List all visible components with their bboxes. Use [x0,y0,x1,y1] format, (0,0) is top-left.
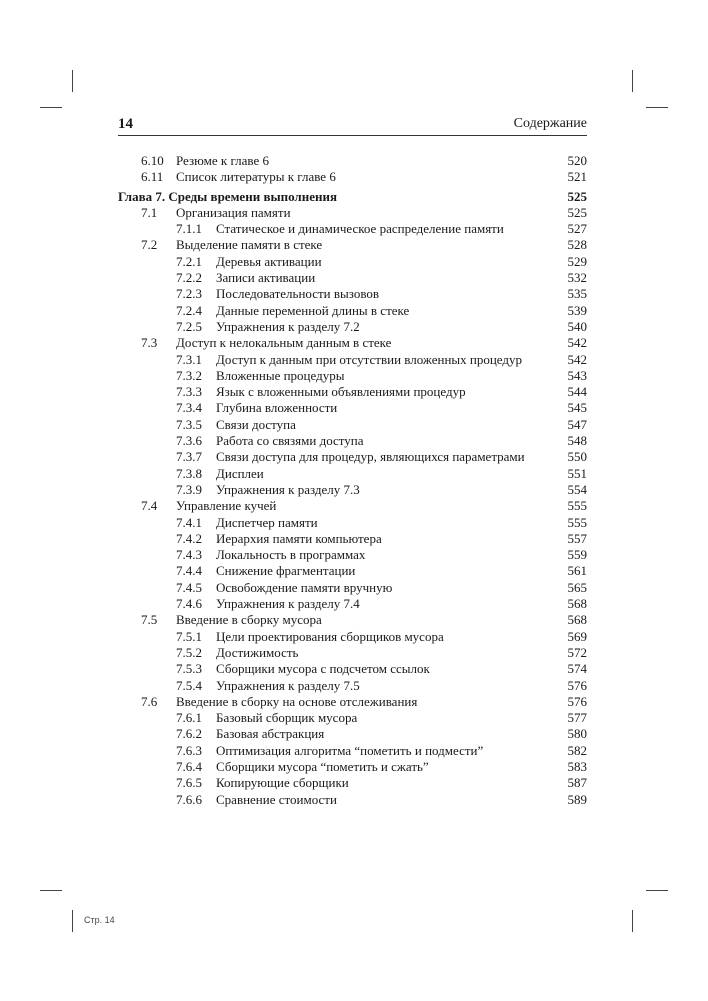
toc-section-number: 7.3.8 [176,465,202,481]
table-of-contents [118,153,587,808]
toc-page-number: 568 [567,596,587,612]
toc-page-number: 527 [567,221,587,237]
toc-section-number: 7.2.2 [176,270,202,286]
toc-section-title: Базовый сборщик мусора [216,710,358,726]
toc-row [118,237,587,253]
toc-section-title: Выделение памяти в стеке [176,237,323,253]
toc-page-number: 532 [567,270,587,286]
crop-mark [72,910,73,932]
toc-row [118,466,587,482]
toc-page-number: 582 [567,742,587,758]
toc-section-title: Язык с вложенными объявлениями процедур [216,384,466,400]
toc-section-number: 7.1.1 [176,221,202,237]
toc-section-title: Снижение фрагментации [216,563,356,579]
footer-page-label: Стр. 14 [84,915,115,925]
toc-chapter-title: Глава 7. Среды времени выполнения [118,188,337,204]
toc-section-number: 7.4.2 [176,530,202,546]
toc-page-number: 548 [567,433,587,449]
toc-section-number: 7.3.3 [176,384,202,400]
header-rule [118,135,587,136]
toc-section-number: 6.10 [141,153,164,168]
toc-section-title: Организация памяти [176,204,291,220]
toc-page-number: 520 [567,153,587,168]
toc-row [118,580,587,596]
toc-row [118,498,587,514]
toc-section-number: 7.3.6 [176,433,202,449]
toc-section-number: 7.6.6 [176,791,202,807]
toc-section-number: 7.6.1 [176,710,202,726]
toc-section-number: 7.5.1 [176,628,202,644]
toc-page-number: 589 [567,791,587,807]
toc-page-number: 542 [567,351,587,367]
toc-page-number: 543 [567,367,587,383]
toc-section-title: Базовая абстракция [216,726,325,742]
toc-page-number: 540 [567,318,587,334]
toc-row [118,153,587,169]
toc-row [118,286,587,302]
toc-section-title: Упражнения к разделу 7.2 [216,318,360,334]
toc-row [118,563,587,579]
toc-row [118,678,587,694]
toc-row [118,384,587,400]
toc-row [118,205,587,221]
toc-row [118,515,587,531]
toc-row [118,400,587,416]
toc-row [118,596,587,612]
toc-row [118,335,587,351]
toc-section-title: Цели проектирования сборщиков мусора [216,628,444,644]
toc-row [118,417,587,433]
running-title: Содержание [513,116,587,131]
toc-section-title: Введение в сборку на основе отслеживания [176,693,418,709]
toc-row [118,319,587,335]
toc-section-number: 7.3.9 [176,481,202,497]
toc-section-title: Сборщики мусора “пометить и сжать” [216,758,429,774]
toc-page-number: 525 [567,204,587,220]
toc-row [118,531,587,547]
toc-section-number: 7.2.5 [176,318,202,334]
toc-section-title: Связи доступа для процедур, являющихся параметрами [216,449,525,465]
crop-mark [40,890,62,891]
toc-page-number: 568 [567,612,587,628]
toc-row [118,694,587,710]
crop-mark [646,890,668,891]
toc-row [118,710,587,726]
toc-section-number: 7.5 [141,612,158,628]
toc-section-title: Вложенные процедуры [216,367,345,383]
toc-row [118,169,587,185]
toc-section-title: Сравнение стоимости [216,791,337,807]
toc-section-title: Управление кучей [176,498,277,514]
toc-section-title: Данные переменной длины в стеке [216,302,410,318]
toc-section-title: Работа со связями доступа [216,433,364,449]
toc-page-number: 550 [567,449,587,465]
crop-mark [40,107,62,108]
toc-row [118,792,587,808]
toc-section-number: 7.6.3 [176,742,202,758]
toc-section-number: 7.4.4 [176,563,202,579]
toc-section-title: Упражнения к разделу 7.5 [216,677,360,693]
toc-page-number: 561 [567,563,587,579]
toc-section-title: Сборщики мусора с подсчетом ссылок [216,661,430,677]
toc-section-number: 7.4.3 [176,547,202,563]
toc-section-number: 7.3.2 [176,367,202,383]
toc-row [118,726,587,742]
crop-mark [646,107,668,108]
toc-row [118,629,587,645]
toc-section-number: 7.3.5 [176,416,202,432]
toc-row [118,352,587,368]
toc-section-title: Достижимость [216,644,299,660]
toc-section-number: 7.5.4 [176,677,202,693]
toc-page-number: 557 [567,530,587,546]
toc-page-number: 525 [567,188,587,204]
crop-mark [632,910,633,932]
toc-section-title: Связи доступа [216,416,296,432]
toc-page-number: 576 [567,677,587,693]
toc-row [118,270,587,286]
toc-page-number: 555 [567,498,587,514]
toc-section-number: 7.2.4 [176,302,202,318]
toc-page-number: 576 [567,693,587,709]
toc-section-number: 7.4 [141,498,158,514]
toc-row [118,547,587,563]
toc-section-title: Освобождение памяти вручную [216,579,393,595]
toc-section-number: 7.4.6 [176,596,202,612]
toc-page-number: 569 [567,628,587,644]
toc-section-number: 7.6.4 [176,758,202,774]
toc-section-title: Деревья активации [216,253,322,269]
toc-page-number: 587 [567,775,587,791]
toc-row [118,661,587,677]
toc-page-number: 555 [567,514,587,530]
crop-mark [632,70,633,92]
toc-page-number: 577 [567,710,587,726]
toc-section-title: Диспетчер памяти [216,514,318,530]
toc-page-number: 521 [567,169,587,185]
toc-page-number: 535 [567,286,587,302]
toc-row [118,743,587,759]
toc-page-number: 583 [567,758,587,774]
toc-row [118,221,587,237]
toc-section-title: Упражнения к разделу 7.3 [216,481,360,497]
toc-row [118,449,587,465]
toc-section-number: 7.1 [141,204,158,220]
toc-section-number: 7.6.2 [176,726,202,742]
toc-row [118,482,587,498]
toc-page-number: 574 [567,661,587,677]
toc-page-number: 565 [567,579,587,595]
toc-section-number: 7.6 [141,693,158,709]
toc-section-title: Введение в сборку мусора [176,612,322,628]
toc-section-title: Иерархия памяти компьютера [216,530,382,546]
toc-section-title: Последовательности вызовов [216,286,380,302]
toc-row [118,775,587,791]
toc-section-title: Список литературы к главе 6 [176,169,336,185]
toc-row [118,303,587,319]
toc-page-number: 551 [567,465,587,481]
toc-section-title: Копирующие сборщики [216,775,349,791]
toc-section-title: Резюме к главе 6 [176,153,269,168]
toc-section-title: Статическое и динамическое распределение памяти [216,221,504,237]
toc-section-number: 7.5.2 [176,644,202,660]
toc-section-number: 7.4.1 [176,514,202,530]
toc-section-title: Доступ к нелокальным данным в стеке [176,335,392,351]
toc-section-title: Глубина вложенности [216,400,338,416]
toc-page-number: 544 [567,384,587,400]
page-number: 14 [118,116,133,132]
toc-section-number: 6.11 [141,169,164,185]
toc-page-number: 559 [567,547,587,563]
toc-section-number: 7.2 [141,237,158,253]
toc-page-number: 539 [567,302,587,318]
toc-page-number: 542 [567,335,587,351]
toc-page-number: 554 [567,481,587,497]
toc-row [118,254,587,270]
toc-section-number: 7.5.3 [176,661,202,677]
toc-section-number: 7.3.1 [176,351,202,367]
toc-section-title: Упражнения к разделу 7.4 [216,596,360,612]
toc-section-number: 7.3.7 [176,449,202,465]
toc-section-number: 7.6.5 [176,775,202,791]
page-header [118,114,587,136]
toc-chapter-row [118,189,587,205]
toc-row [118,433,587,449]
toc-row [118,368,587,384]
toc-section-number: 7.3 [141,335,158,351]
toc-section-number: 7.2.3 [176,286,202,302]
toc-page-number: 547 [567,416,587,432]
toc-section-number: 7.2.1 [176,253,202,269]
toc-row [118,759,587,775]
toc-page-number: 580 [567,726,587,742]
crop-mark [72,70,73,92]
toc-section-number: 7.3.4 [176,400,202,416]
toc-section-title: Локальность в программах [216,547,366,563]
toc-row [118,612,587,628]
toc-page-number: 572 [567,644,587,660]
toc-section-title: Оптимизация алгоритма “пометить и подмести” [216,742,484,758]
toc-page-number: 545 [567,400,587,416]
toc-section-title: Записи активации [216,270,316,286]
toc-page-number: 528 [567,237,587,253]
toc-row [118,645,587,661]
toc-section-title: Доступ к данным при отсутствии вложенных процедур [216,351,523,367]
toc-section-number: 7.4.5 [176,579,202,595]
toc-section-title: Дисплеи [216,465,264,481]
toc-page-number: 529 [567,253,587,269]
